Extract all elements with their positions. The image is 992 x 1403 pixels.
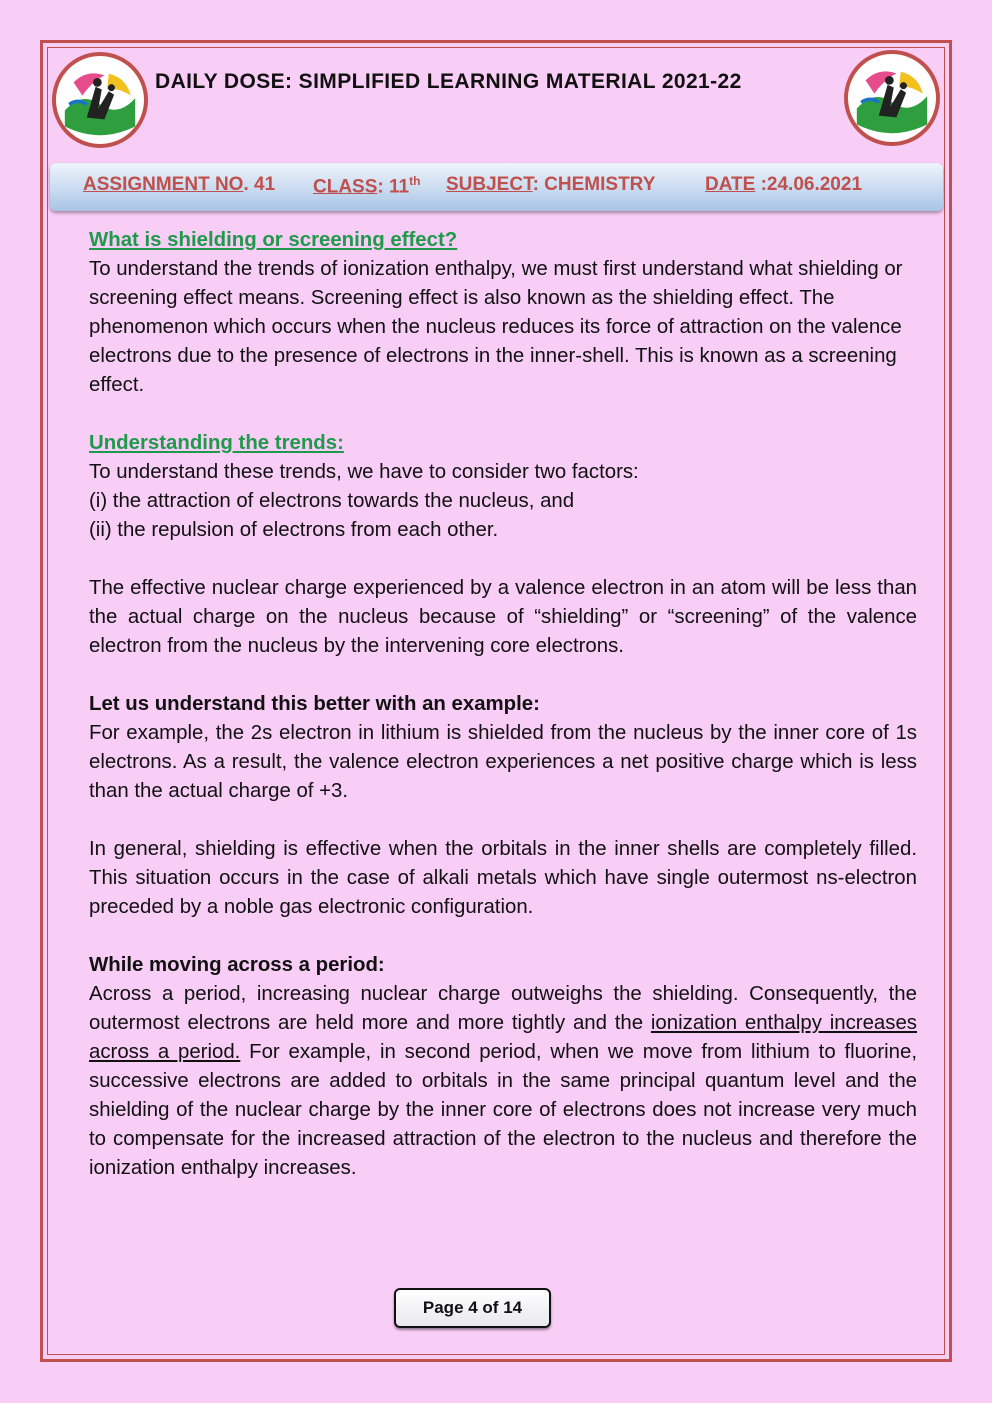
section-heading: While moving across a period: [89,954,385,976]
assignment-number: ASSIGNMENT NO. 41 [83,174,276,195]
section-heading: Understanding the trends: [89,432,344,454]
subject-info: SUBJECT: CHEMISTRY [446,174,656,195]
page-number: Page 4 of 14 [394,1288,551,1328]
document-title: DAILY DOSE: SIMPLIFIED LEARNING MATERIAL 2021-22 [155,70,742,93]
school-emblem-icon [52,52,148,148]
paragraph: The effective nuclear charge experienced by a valence electron in an atom will be less than the actual charge on the nucleus because of “shielding” or “screening” of the valence electron from the nucleus by the intervening core electrons. [89,577,917,657]
list-item: (i) the attraction of electrons towards the nucleus, and [89,490,575,512]
paragraph: In general, shielding is effective when the orbitals in the inner shells are completely filled. This situation occurs in the case of alkali metals which have single outermost ns-electron preceded by a noble gas electronic configuration. [89,838,917,918]
lesson-content [89,226,917,1183]
section-heading: What is shielding or screening effect? [89,229,458,251]
class-info: CLASS: 11th [313,174,421,198]
date-info: DATE :24.06.2021 [705,174,863,195]
paragraph: Across a period, increasing nuclear charge outweighs the shielding. Consequently, the outermost electrons are held more and more tightly and the ionization enthalpy increases across a period. For example, in second period, when we move from lithium to fluorine, successive electrons are added to orbitals in the same principal quantum level and the shielding of the nuclear charge by the inner core of electrons does not increase very much to compensate for the increased attraction of the electron to the nucleus and therefore the ionization enthalpy increases. [89,983,918,1179]
section-heading: Let us understand this better with an example: [89,693,540,715]
paragraph: For example, the 2s electron in lithium is shielded from the nucleus by the inner core of 1s electrons. As a result, the valence electron experiences a net positive charge which is less than the actual charge of +3. [89,722,917,802]
school-emblem-icon [844,50,940,146]
paragraph: To understand the trends of ionization enthalpy, we must first understand what shielding or screening effect means. Screening effect is also known as the shielding effect. The phenomenon which occurs when the nucleus reduces its force of attraction on the valence electrons due to the presence of electrons in the inner-shell. This is known as a screening effect. [89,258,903,396]
list-item: (ii) the repulsion of electrons from each other. [89,519,499,541]
paragraph: To understand these trends, we have to consider two factors: [89,461,639,483]
